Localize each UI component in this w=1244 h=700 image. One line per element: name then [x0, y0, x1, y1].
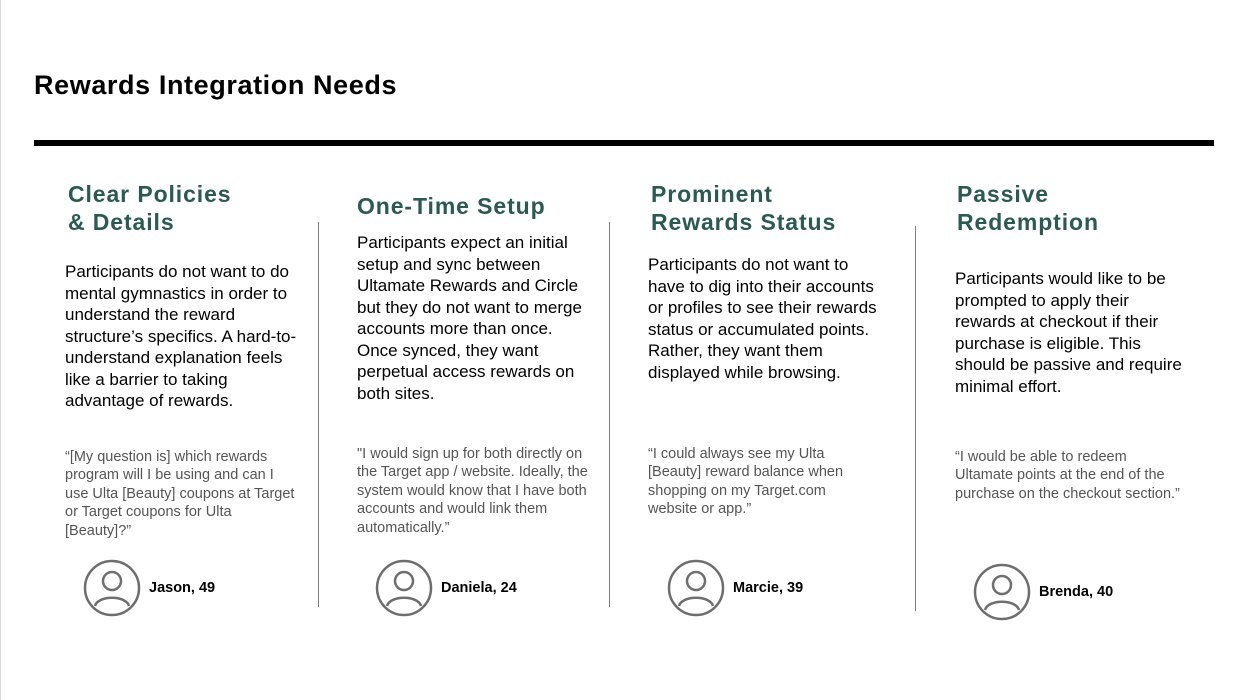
persona [83, 559, 215, 617]
persona-name: Daniela, 24 [441, 580, 517, 596]
persona [667, 559, 803, 617]
page-title: Rewards Integration Needs [34, 70, 398, 100]
column-body: Participants expect an initial setup and sync between Ultamate Rewards and Circle but they do not want to merge accounts more than once. Once synced, they want perpetual access rewards on both sites. [357, 233, 582, 403]
column-divider [318, 222, 319, 607]
persona [375, 559, 517, 617]
column-divider [609, 222, 610, 607]
user-avatar-icon [375, 559, 433, 617]
participant-quote: “I could always see my Ulta [Beauty] reward balance when shopping on my Target.com website or app.” [648, 446, 844, 518]
slide-edge [0, 0, 1, 700]
column-body: Participants do not want to have to dig into their accounts or profiles to see their rewards status or accumulated points. Rather, they want them displayed while browsing. [648, 255, 877, 382]
participant-quote: “[My question is] which rewards program will I be using and can I use Ulta [Beauty] coupons at Target or Target coupons for Ulta [Beauty]?” [65, 449, 295, 539]
title-rule [34, 140, 1214, 146]
persona-name: Marcie, 39 [733, 580, 804, 596]
column-body: Participants would like to be prompted to apply their rewards at checkout if their purchase is eligible. This should be passive and require minimal effort. [955, 269, 1182, 396]
persona-name: Jason, 49 [149, 580, 216, 596]
column-heading: Prominent Rewards Status [651, 181, 837, 235]
participant-quote: "I would sign up for both directly on the Target app / website. Ideally, the system would know that I have both accounts and would link them automatically.” [357, 446, 588, 536]
column-heading: Passive Redemption [957, 181, 1099, 235]
column-heading: One-Time Setup [357, 193, 546, 219]
user-avatar-icon [973, 563, 1031, 621]
participant-quote: “I would be able to redeem Ultamate points at the end of the purchase on the checkout section.” [955, 449, 1180, 502]
persona-name: Brenda, 40 [1039, 584, 1114, 600]
user-avatar-icon [83, 559, 141, 617]
column-body: Participants do not want to do mental gymnastics in order to understand the reward structure’s specifics. A hard-to-understand explanation feels like a barrier to taking advantage of rewards. [65, 262, 297, 410]
user-avatar-icon [667, 559, 725, 617]
column-heading: Clear Policies & Details [68, 181, 232, 235]
persona [973, 563, 1113, 621]
column-divider [915, 226, 916, 611]
